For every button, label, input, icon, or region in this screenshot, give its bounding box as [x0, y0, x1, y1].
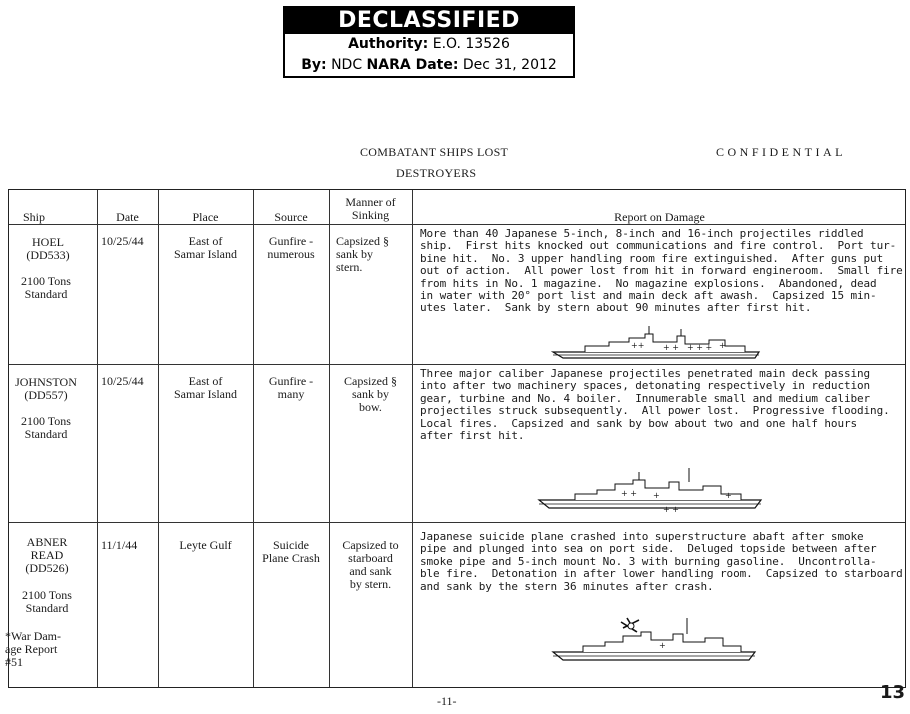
row2-tonnage: 2100 Tons Standard	[21, 414, 71, 441]
classification-label: CONFIDENTIAL	[716, 145, 846, 159]
row2-date: 10/25/44	[101, 374, 144, 388]
stamp-by-line	[285, 55, 573, 76]
column-rule	[158, 190, 159, 687]
row3-ship: ABNER READ (DD526)	[25, 535, 69, 575]
document-title: COMBATANT SHIPS LOST	[360, 145, 509, 159]
stamp-title: DECLASSIFIED	[285, 8, 573, 34]
column-rule	[412, 190, 413, 687]
row1-date: 10/25/44	[101, 234, 144, 248]
row3-date: 11/1/44	[101, 538, 138, 552]
column-rule	[329, 190, 330, 687]
row1-ship: HOEL (DD533)	[26, 235, 70, 262]
row3-place: Leyte Gulf	[179, 538, 232, 552]
svg-text:+: +	[653, 491, 660, 500]
row1-report: More than 40 Japanese 5-inch, 8-inch and 16-inch projectiles riddled ship. First hits knocked out communications and fire control. Port tur- bine hit. No. 3 upper handling room fire extinguished. After guns put out of action. All power lost from hit in forward engineroom. Small fire from hits in No. 1 magazine. No magazine explosions. Abandoned, dead in water with 20° port list and main deck aft awash. Capsized 15 min- utes later. Sank by stern about 90 minutes after first hit.	[420, 227, 903, 315]
row2-ship-silhouette	[535, 468, 775, 514]
stamp-nara-value: Dec 31, 2012	[462, 57, 557, 73]
column-rule	[97, 190, 98, 687]
svg-text:+ +: + +	[621, 489, 637, 498]
row1-ship-silhouette	[549, 326, 769, 364]
document-subtitle: DESTROYERS	[396, 166, 477, 180]
ships-lost-table	[5, 189, 906, 688]
stamp-authority-line	[285, 34, 573, 55]
column-rule	[253, 190, 254, 687]
row1-place: East of Samar Island	[174, 234, 237, 261]
row1-tonnage: 2100 Tons Standard	[21, 274, 71, 301]
row3-manner: Capsized to starboard and sank by stern.	[342, 538, 399, 591]
row3-source: Suicide Plane Crash	[262, 538, 320, 565]
page-number: -11-	[437, 694, 457, 708]
row1-manner: Capsized § sank by stern.	[336, 234, 389, 274]
header-ship: Ship	[23, 210, 46, 224]
row1-source: Gunfire - numerous	[267, 234, 315, 261]
row3-report: Japanese suicide plane crashed into superstructure abaft after smoke pipe and plunged into sea on port side. Deluged topside between after smoke pipe and 5-inch mount No. 3 with burning gasoline. Uncontrolla- ble fire. Detonation in after lower handling room. Capsized to starboard and sank by the stern 36 minutes after crash.	[420, 530, 903, 593]
row2-manner: Capsized § sank by bow.	[344, 374, 397, 414]
stamp-authority-value: E.O. 13526	[432, 36, 510, 52]
stamp-nara-label: NARA Date:	[366, 57, 459, 73]
header-rule	[9, 224, 905, 225]
corner-number: 13	[880, 682, 906, 703]
row3-note: *War Dam- age Report #51	[5, 629, 62, 669]
row-rule	[9, 522, 905, 523]
svg-text:+ + +: + + +	[687, 343, 713, 352]
svg-text:++: ++	[631, 341, 645, 350]
svg-text:+: +	[659, 641, 666, 650]
stamp-by-label: By:	[301, 57, 327, 73]
stamp-by-value: NDC	[331, 57, 363, 73]
header-report: Report on Damage	[614, 210, 705, 224]
row2-source: Gunfire - many	[268, 374, 314, 401]
header-date: Date	[116, 210, 139, 224]
svg-text:+: +	[719, 341, 726, 350]
row2-ship: JOHNSTON (DD557)	[15, 375, 77, 402]
header-place: Place	[192, 210, 219, 224]
row3-ship-silhouette	[549, 614, 769, 666]
row2-place: East of Samar Island	[174, 374, 237, 401]
declassified-stamp	[283, 6, 575, 78]
row-rule	[9, 364, 905, 365]
header-source: Source	[274, 210, 308, 224]
row2-report: Three major caliber Japanese projectiles penetrated main deck passing into after two machinery spaces, detonating respectively in reduction gear, turbine and No. 4 boiler. Innumerable small and medium caliber projectiles struck subsequently. All power lost. Progressive flooding. Local fires. Capsized and sank by bow about two and one half hours after first hit.	[420, 367, 890, 443]
svg-text:+ +: + +	[663, 343, 679, 352]
svg-text:+ +: + +	[663, 505, 679, 514]
stamp-authority-label: Authority:	[348, 36, 429, 52]
svg-text:+: +	[725, 491, 732, 500]
header-manner: Manner of Sinking	[345, 195, 396, 222]
row3-tonnage: 2100 Tons Standard	[22, 588, 72, 615]
